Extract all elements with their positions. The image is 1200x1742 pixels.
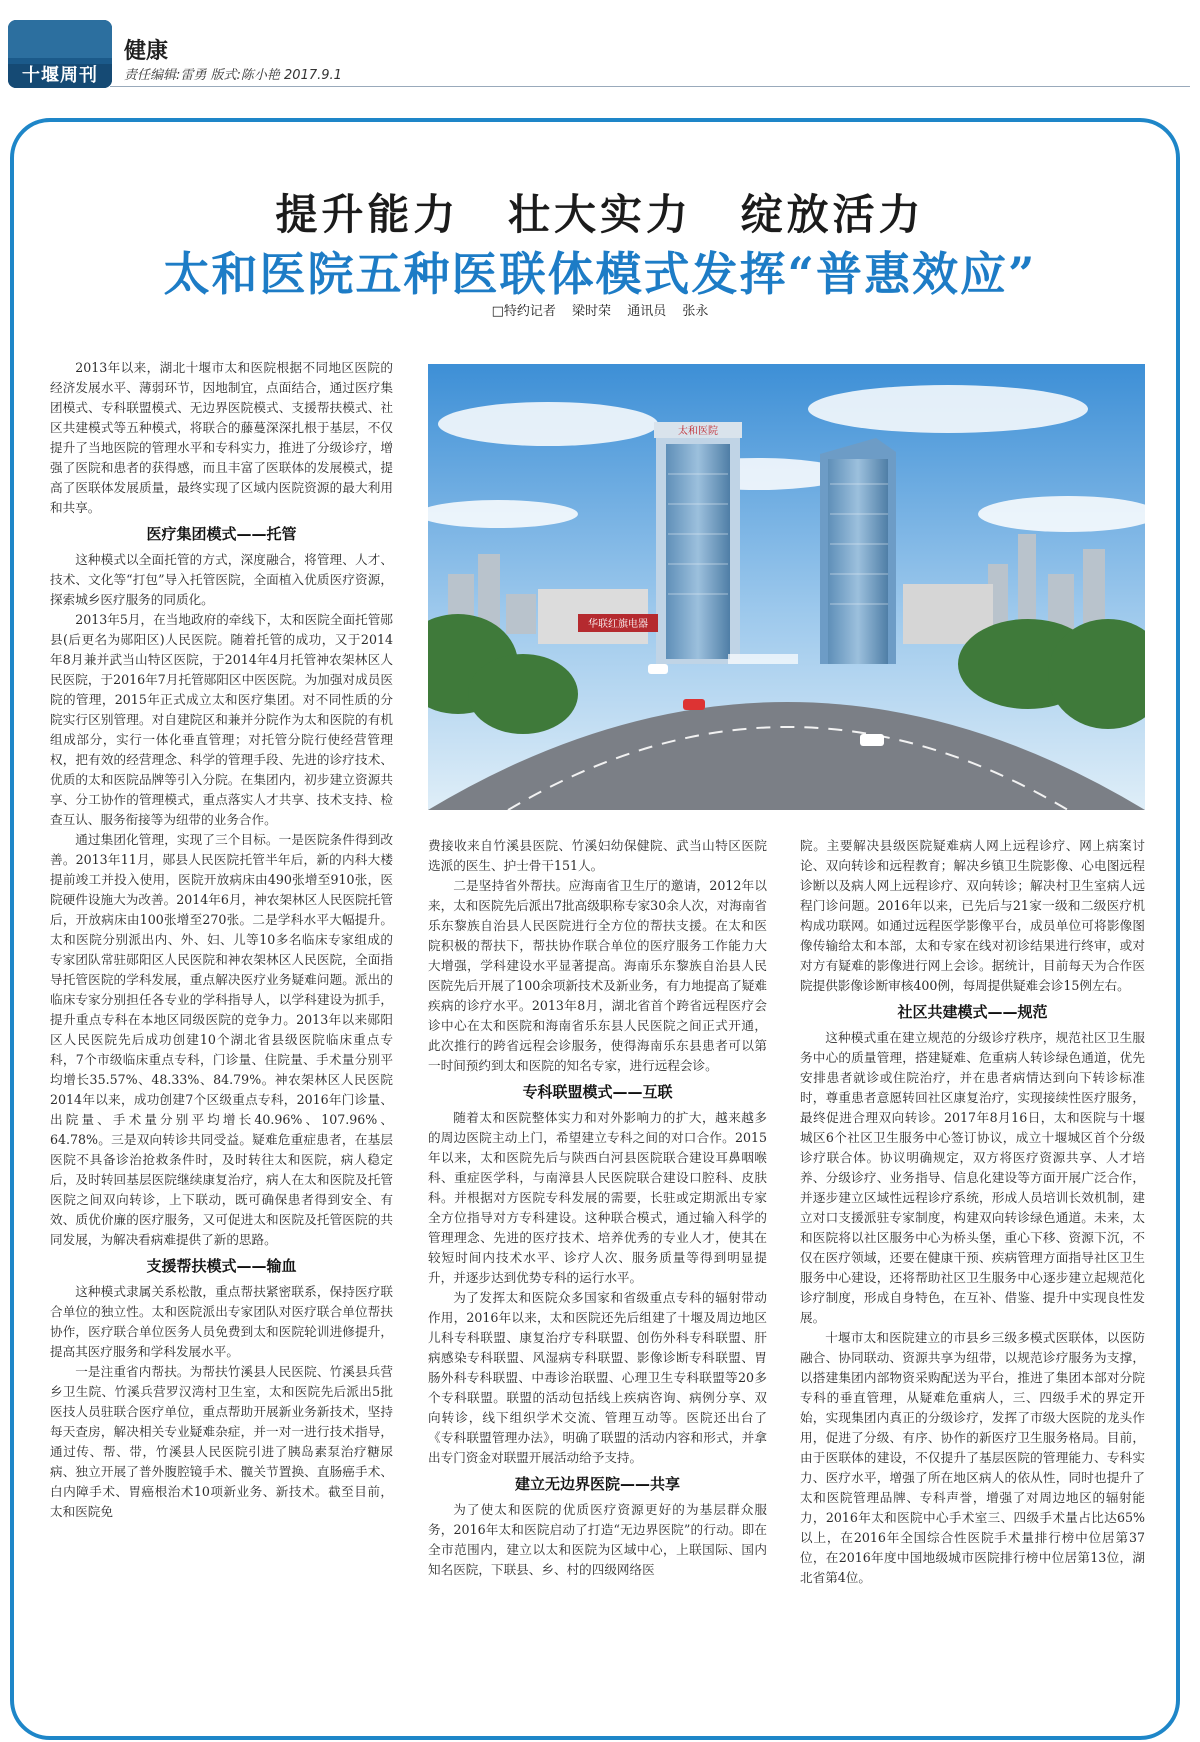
byline-role: 通讯员 [627, 304, 667, 319]
article-paragraph: 2013年以来，湖北十堰市太和医院根据不同地区医院的经济发展水平、薄弱环节，因地制宜，点面结合，通过医疗集团模式、专科联盟模式、无边界医院模式、支援帮扶模式、社区共建模式等五种模式，将联合的藤蔓深深扎根于基层，不仅提升了当地医院的管理水平和专科实力，推进了分级诊疗，增强了医院和患者的获得感，而且丰富了医联体的发展模式，提高了医联体发展质量，最终实现了区域内医院资源的最大利用和共享。 [50, 360, 393, 515]
byline [0, 300, 1200, 319]
article-paragraph: 随着太和医院整体实力和对外影响力的扩大，越来越多的周边医院主动上门，希望建立专科之间的对口合作。2015年以来，太和医院先后与陕西白河县医院联合建设耳鼻咽喉科、重症医学科，与南漳县人民医院联合建设口腔科、皮肤科。并根据对方医院专科发展的需要，长驻或定期派出专家全方位指导对方专科建设。这种联合模式，通过输入科学的管理理念、先进的医疗技术、培养优秀的专业人才，使其在较短时间内技术水平、诊疗人次、服务质量等得到明显提升，并逐步达到优势专科的运行水平。 [428, 1110, 767, 1285]
newspaper-logo [8, 20, 112, 88]
article-column-1 [50, 358, 393, 1522]
article-paragraph: 这种模式以全面托管的方式，深度融合，将管理、人才、技术、文化等“打包”导入托管医院，全面植入优质医疗资源，探索城乡医疗服务的同质化。 [50, 552, 393, 607]
kicker-headline: 提升能力 壮大实力 绽放活力 [275, 190, 925, 239]
section-title: 健康 [124, 39, 169, 64]
article-column-2 [428, 836, 767, 1580]
section-heading: 社区共建模式——规范 [897, 1003, 1048, 1021]
article-paragraph: 这种模式重在建立规范的分级诊疗秩序，规范社区卫生服务中心的质量管理，搭建疑难、危重病人转诊绿色通道，优先安排患者就诊或住院治疗，并在患者病情达到向下转诊标准时，尊重患者意愿转回社区康复治疗，实现接续性医疗服务，最终促进合理双向转诊。2017年8月16日，太和医院与十堰城区6个社区卫生服务中心签订协议，成立十堰城区首个分级诊疗联合体。协议明确规定，双方将医疗资源共享、人才培养、分级诊疗、业务指导、信息化建设等方面开展广泛合作，并逐步建立区域性远程诊疗系统，形成人员培训长效机制，建立对口支援派驻专家制度，构建双向转诊绿色通道。未来，太和医院将以社区服务中心为桥头堡，重心下移、资源下沉，不仅在医疗领域，还要在健康干预、疾病管理方面指导社区卫生服务中心建设，还将帮助社区卫生服务中心逐步建立起规范化诊疗制度，形成自身特色，在互补、借鉴、提升中实现良性发展。 [800, 1030, 1145, 1325]
byline-prefix: □特约记者 [491, 304, 556, 319]
byline-reporter: 梁时荣 [572, 304, 612, 319]
editor-credit: 责任编辑:雷勇 版式:陈小艳 2017.9.1 [124, 68, 342, 83]
hospital-photo [428, 364, 1145, 810]
masthead [0, 0, 1200, 100]
article-paragraph: 十堰市太和医院建立的市县乡三级多模式医联体，以医防融合、协同联动、资源共享为纽带，以规范诊疗服务为支撑，以搭建集团内部物资采购配送为平台，推进了集团本部对分院专科的垂直管理，从疑难危重病人，三、四级手术的界定开始，实现集团内真正的分级诊疗，发挥了市级大医院的龙头作用，促进了分级、有序、协作的新医疗卫生服务格局。目前，由于医联体的建设，不仅提升了基层医院的管理能力、专科实力、医疗水平，增强了所在地区病人的依从性，同时也提升了太和医院管理品牌、专科声誉，增强了对周边地区的辐射能力，2016年太和医院中心手术室三、四级手术量占比达65%以上，在2016年全国综合性医院手术量排行榜中位居第37位，在2016年度中国地级城市医院排行榜中位居第13位，湖北省第4位。 [800, 1330, 1145, 1585]
article-paragraph: 为了使太和医院的优质医疗资源更好的为基层群众服务，2016年太和医院启动了打造“无边界医院”的行动。即在全市范围内，建立以太和医院为区域中心，上联国际、国内知名医院，下联县、乡、村的四级网络医 [428, 1502, 767, 1577]
article-paragraph: 一是注重省内帮扶。为帮扶竹溪县人民医院、竹溪县兵营乡卫生院、竹溪兵营罗汉湾村卫生室，太和医院先后派出5批医技人员驻联合医疗单位，重点帮助开展新业务新技术，坚持每天查房，解决相关专业疑难杂症，并一对一进行技术指导，通过传、帮、带，竹溪县人民医院引进了胰岛素泵治疗糖尿病、独立开展了普外腹腔镜手术、髋关节置换、直肠癌手术、白内障手术、胃癌根治术10项新业务、新技术。截至目前，太和医院免 [50, 1364, 393, 1519]
article-paragraph: 通过集团化管理，实现了三个目标。一是医院条件得到改善。2013年11月，郧县人民医院托管半年后，新的内科大楼提前竣工并投入使用，医院开放病床由490张增至910张，医院硬件设施大为改善。2014年6月，神农架林区人民医院托管后，开放病床由100张增至270张。二是学科水平大幅提升。太和医院分别派出内、外、妇、儿等10多名临床专家组成的专家团队常驻郧阳区人民医院和神农架林区人民医院，全面指导托管医院的学科发展，重点解决医疗业务疑难问题。派出的临床专家分别担任各专业的学科指导人，以学科建设为抓手，提升重点专科在本地区同级医院的竞争力。2013年以来郧阳区人民医院先后成功创建10个湖北省县级医院临床重点专科，7个市级临床重点专科，门诊量、住院量、手术量分别平均增长35.57%、48.33%、84.79%。神农架林区人民医院2014年以来，成功创建7个区级重点专科，2016年门诊量、出院量、手术量分别平均增长40.96%、107.96%、64.78%。三是双向转诊共同受益。疑难危重症患者，在基层医院不具备诊治抢救条件时，及时转往太和医院，病人稳定后，及时转回基层医院继续康复治疗，病人在太和医院及托管医院之间双向转诊，上下联动，既可确保患者得到安全、有效、质优价廉的医疗服务，又可促进太和医院及托管医院的共同发展，为解决看病难提供了新的思路。 [50, 832, 393, 1247]
header-divider [110, 86, 1190, 87]
article-paragraph: 院。主要解决县级医院疑难病人网上远程诊疗、网上病案讨论、双向转诊和远程教育；解决乡镇卫生院影像、心电图远程诊断以及病人网上远程诊疗、双向转诊；解决村卫生室病人远程门诊问题。2016年以来，已先后与21家一级和二级医疗机构成功联网。如通过远程医学影像平台，成员单位可将影像图像传输给太和本部，太和专家在线对初诊结果进行终审，或对对方有疑难的影像进行网上会诊。据统计，目前每天为合作医院提供影像诊断审核400例，每周提供疑难会诊15例左右。 [800, 838, 1145, 993]
article-paragraph: 这种模式隶属关系松散，重点帮扶紧密联系，保持医疗联合单位的独立性。太和医院派出专家团队对医疗联合单位帮扶协作，医疗联合单位医务人员免费到太和医院轮训进修提升，提高其医疗服务和学科发展水平。 [50, 1284, 393, 1359]
logo-text: 十堰周刊 [8, 64, 112, 88]
section-heading: 专科联盟模式——互联 [522, 1083, 673, 1101]
article-paragraph: 费接收来自竹溪县医院、竹溪妇幼保健院、武当山特区医院选派的医生、护士骨干151人。 [428, 838, 767, 873]
article-paragraph: 二是坚持省外帮扶。应海南省卫生厅的邀请，2012年以来，太和医院先后派出7批高级职称专家30余人次，对海南省乐东黎族自治县人民医院进行全方位的帮扶支援。在太和医院积极的帮扶下，帮扶协作联合单位的医疗服务工作能力大大增强，学科建设水平显著提高。海南乐东黎族自治县人民医院先后开展了100余项新技术及新业务，有力地提高了疑难疾病的诊疗水平。2013年8月，湖北省首个跨省远程医疗会诊中心在太和医院和海南省乐东县人民医院之间正式开通，此次推行的跨省远程会诊服务，使得海南乐东县患者可以第一时间预约到太和医院的知名专家，进行远程会诊。 [428, 878, 767, 1073]
section-heading: 支援帮扶模式——输血 [146, 1257, 297, 1275]
street-sign: 华联红旗电器 [588, 619, 648, 630]
article-paragraph: 为了发挥太和医院众多国家和省级重点专科的辐射带动作用，2016年以来，太和医院还先后组建了十堰及周边地区儿科专科联盟、康复治疗专科联盟、创伤外科专科联盟、肝病感染专科联盟、风湿病专科联盟、影像诊断专科联盟、胃肠外科专科联盟、中毒诊治联盟、心理卫生专科联盟等20多个专科联盟。联盟的活动包括线上疾病咨询、病例分享、双向转诊，线下组织学术交流、管理互动等。医院还出台了《专科联盟管理办法》，明确了联盟的活动内容和形式，并拿出专门资金对联盟开展活动给予支持。 [428, 1290, 767, 1465]
byline-correspondent: 张永 [682, 304, 709, 319]
article-column-3 [800, 836, 1145, 1588]
main-headline: 太和医院五种医联体模式发挥“普惠效应” [163, 247, 1037, 301]
building-sign: 太和医院 [678, 426, 718, 437]
section-heading: 建立无边界医院——共享 [514, 1475, 680, 1493]
article-paragraph: 2013年5月，在当地政府的牵线下，太和医院全面托管郧县(后更名为郧阳区)人民医院。随着托管的成功，又于2014年8月兼并武当山特区医院，于2014年4月托管神农架林区人民医院，于2016年7月托管郧阳区中医医院。为加强对成员医院的管理，2015年正式成立太和医疗集团。对不同性质的分院实行区别管理。对自建院区和兼并分院作为太和医院的有机组成部分，实行一体化垂直管理；对托管分院行使经营管理权，把有效的经营理念、科学的管理手段、先进的诊疗技术、优质的太和医院品牌等引入分院。在集团内，初步建立资源共享、分工协作的管理模式，重点落实人才共享、技术支持、检查互认、服务衔接等为纽带的业务合作。 [50, 612, 393, 827]
section-heading: 医疗集团模式——托管 [146, 525, 297, 543]
